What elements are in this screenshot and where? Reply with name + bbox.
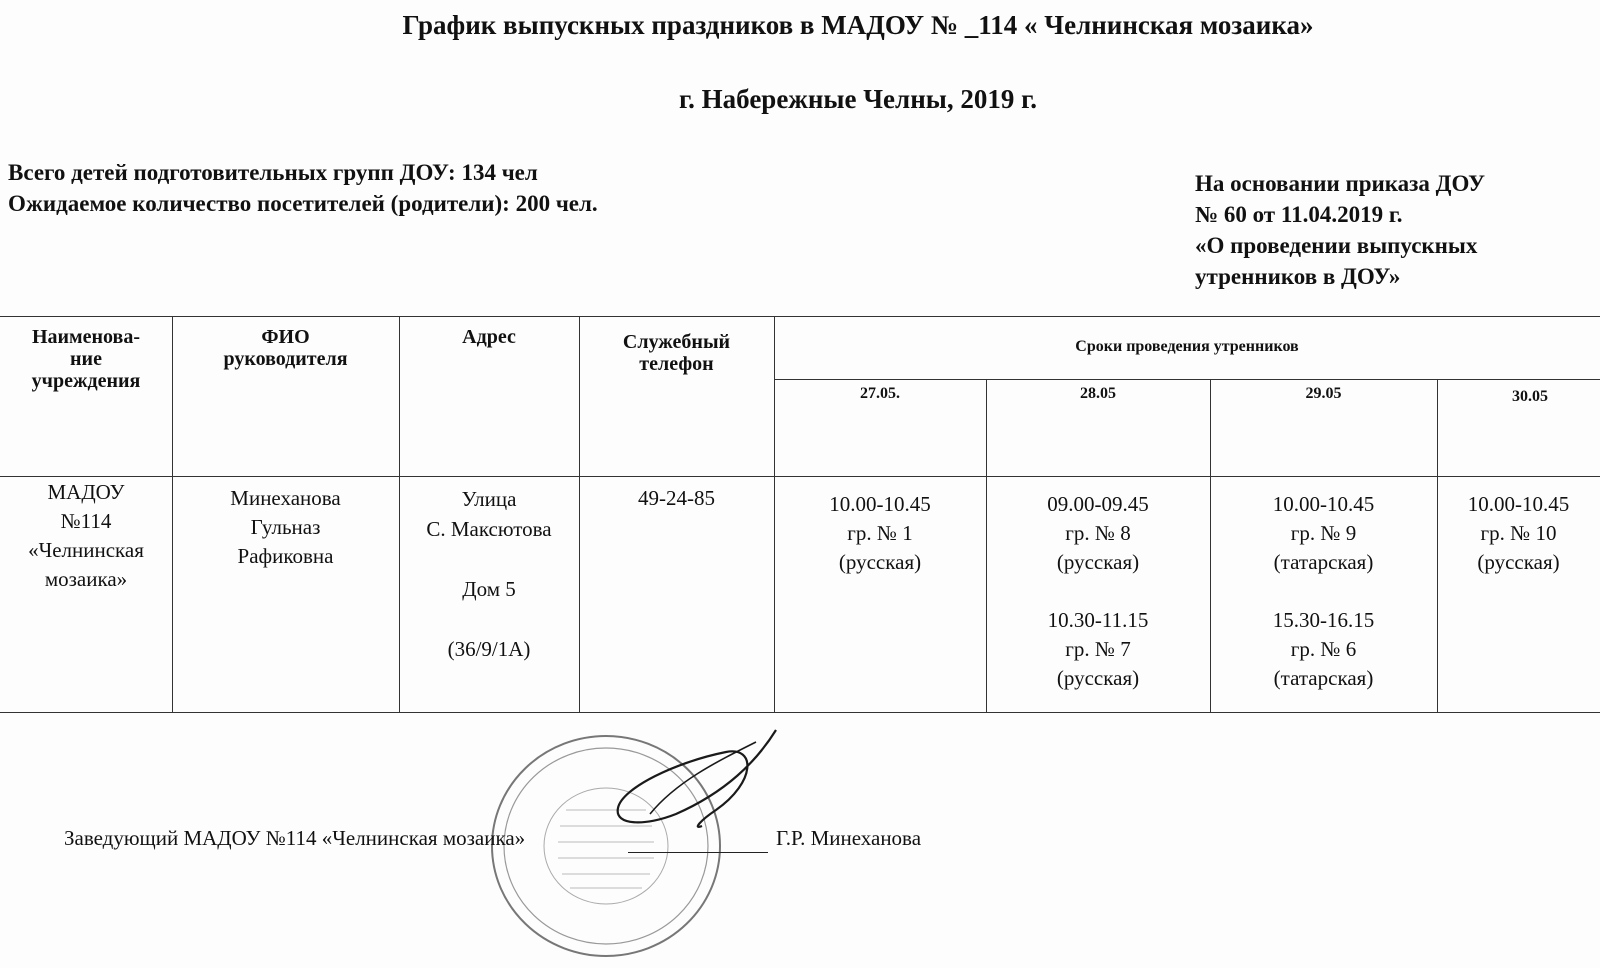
table-top-border: [0, 316, 1600, 317]
date-header-4: 30.05: [1512, 388, 1548, 405]
dates-subheader-border: [774, 379, 1600, 380]
cell-director: Минеханова Гульназ Рафиковна: [230, 486, 341, 568]
date-header-2: 28.05: [1080, 385, 1116, 402]
order-basis: На основании приказа ДОУ: [1195, 171, 1485, 196]
col-header-director: ФИО руководителя: [223, 326, 348, 370]
date-header-3: 29.05: [1305, 385, 1342, 402]
signature: [606, 722, 786, 838]
page-title: График выпускных праздников в МАДОУ № _114 « Челнинская мозаика»: [402, 10, 1314, 40]
cell-address: Улица С. Максютова Дом 5 (36/9/1А): [426, 487, 552, 661]
col-header-phone: Служебный телефон: [622, 331, 731, 375]
footer-position: Заведующий МАДОУ №114 «Челнинская мозаика»: [64, 826, 526, 850]
children-count: Всего детей подготовительных групп ДОУ: 134 чел: [8, 160, 538, 185]
info-right: [1195, 168, 1485, 292]
table-bottom-border: [0, 712, 1600, 713]
cell-date-4: 10.00-10.45 гр. № 10 (русская): [1467, 492, 1570, 574]
cell-date-3: 10.00-10.45 гр. № 9 (татарская) 15.30-16.15 гр. № 6 (татарская): [1272, 492, 1375, 690]
cell-date-1: 10.00-10.45 гр. № 1 (русская): [829, 492, 931, 574]
col-header-dates-group: Сроки проведения утренников: [1075, 338, 1299, 355]
col-header-name: Наименова- ние учреждения: [31, 326, 141, 392]
cell-date-2: 09.00-09.45 гр. № 8 (русская) 10.30-11.15 гр. № 7 (русская): [1047, 492, 1149, 690]
page-subtitle: г. Набережные Челны, 2019 г.: [678, 84, 1038, 114]
order-title-1: «О проведении выпускных: [1195, 233, 1478, 258]
order-title-2: утренников в ДОУ»: [1195, 264, 1401, 289]
signature-line: [628, 852, 768, 853]
header-bottom-border: [0, 476, 1600, 477]
col-divider: [579, 316, 580, 712]
info-left: [8, 157, 598, 219]
order-number: № 60 от 11.04.2019 г.: [1195, 202, 1403, 227]
footer-director-name: Г.Р. Минеханова: [776, 826, 922, 850]
col-header-address: Адрес: [462, 326, 516, 348]
date-header-1: 27.05.: [860, 385, 900, 402]
cell-institution: МАДОУ №114 «Челнинская мозаика»: [28, 480, 144, 591]
cell-phone: 49-24-85: [638, 486, 715, 510]
visitors-count: Ожидаемое количество посетителей (родители): 200 чел.: [8, 191, 598, 216]
